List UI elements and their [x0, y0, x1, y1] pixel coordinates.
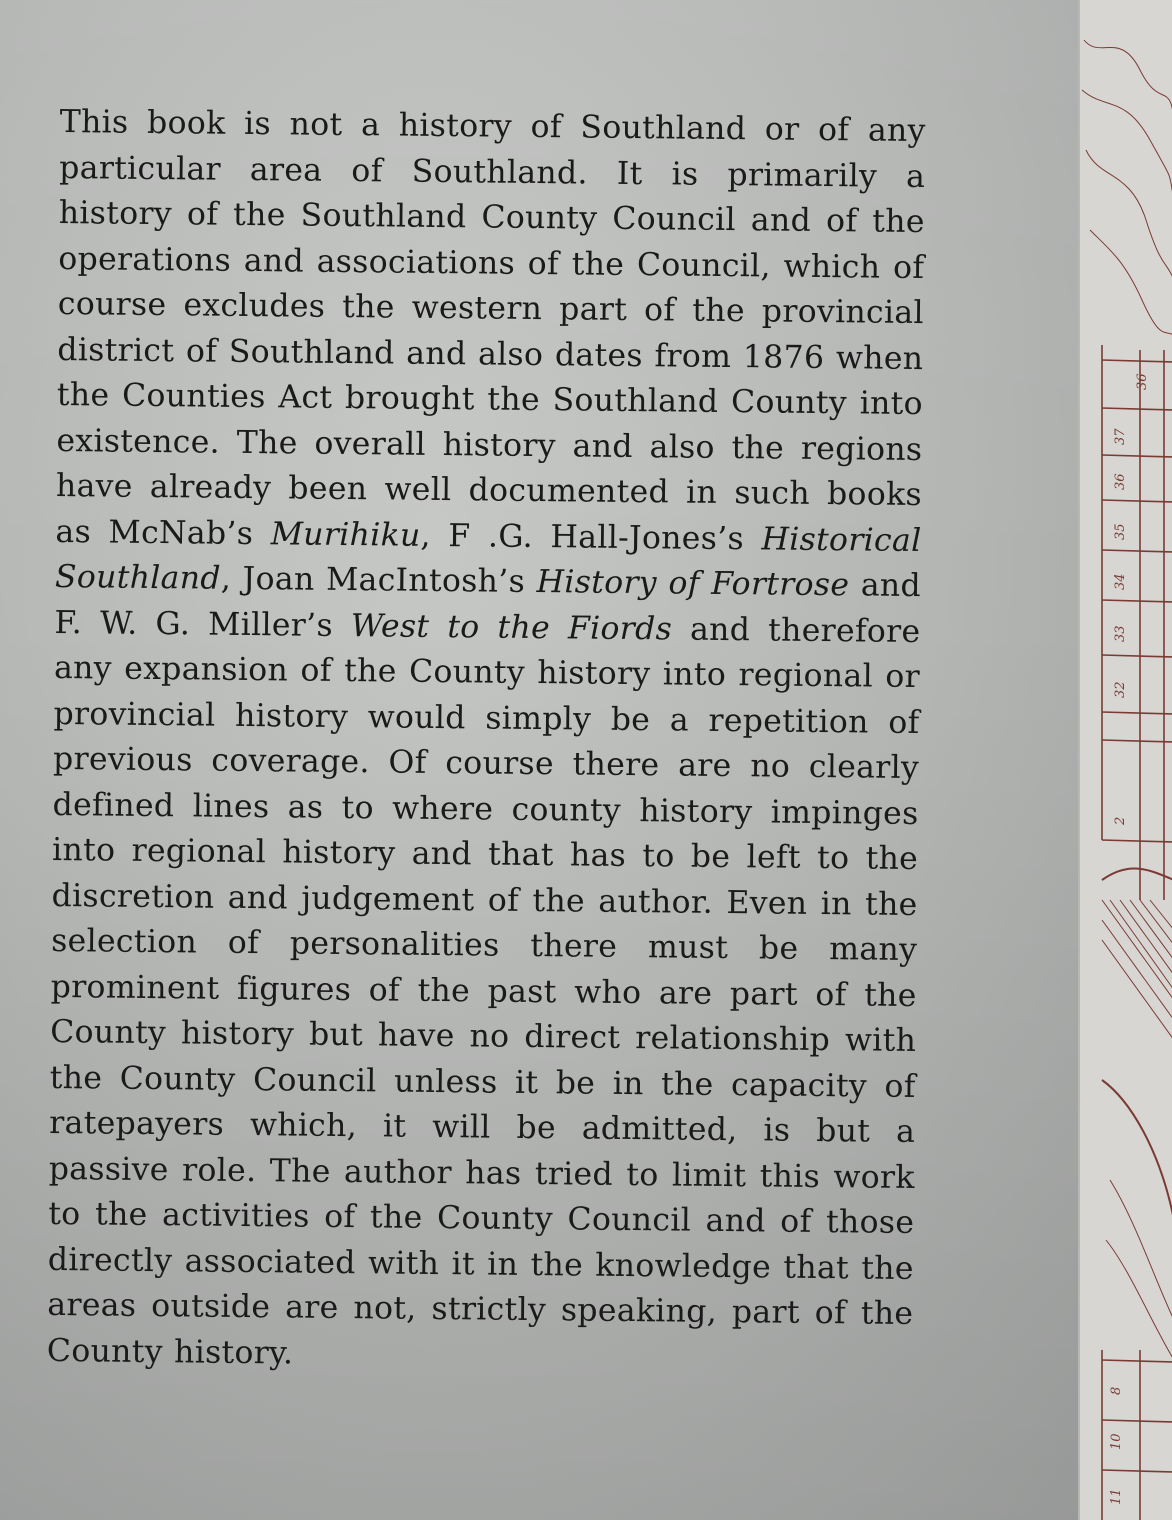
map-label-36a: 36 [1135, 373, 1150, 390]
map-label-11: 11 [1109, 1488, 1124, 1505]
blurb-text-5: and therefore any expansion of the County history into regional or provincial history would simply be a repetition of previous coverage. Of course there are no clearly defined lines as to where county history impinges into regional history and that has to be left to the discretion and judgement of the author. Even in the selection of personalities there must be many prominent figures of the past who are part of the County history but have no direct relationship with the County Council unless it be in the capacity of ratepayers which, it will be admitted, is but a passive role. The author has tried to limit this work to the activities of the County Council and of those directly associated with it in the knowledge that the areas outside are not, strictly speaking, part of the County history. [46, 610, 921, 1372]
title-historical-southland: Historical Southland [54, 520, 922, 597]
title-history-of-fortrose: History of Fortrose [536, 564, 850, 604]
map-label-10: 10 [1109, 1433, 1124, 1450]
map-label-2: 2 [1113, 816, 1128, 825]
map-label-37: 37 [1113, 428, 1128, 445]
blurb-text-3: , Joan MacIntosh’s [220, 560, 537, 601]
map-illustration-strip [1078, 0, 1172, 1520]
map-label-36b: 36 [1113, 473, 1128, 490]
blurb-text-2: , F .G. Hall-Jones’s [420, 517, 762, 557]
map-label-8: 8 [1109, 1386, 1124, 1395]
map-section-lines [1082, 40, 1172, 1520]
title-west-to-the-fiords: West to the Fiords [350, 607, 673, 647]
map-label-32: 32 [1113, 681, 1128, 698]
survey-map-graphic [1080, 0, 1172, 1520]
map-label-33: 33 [1113, 625, 1128, 642]
title-murihiku: Murihiku [270, 515, 421, 554]
blurb-paragraph [47, 100, 926, 1383]
map-label-34: 34 [1113, 573, 1128, 590]
blurb-text-4: and F. W. G. Miller’s [54, 567, 922, 644]
map-label-35: 35 [1113, 523, 1128, 540]
blurb-text-1: This book is not a history of Southland or of any particular area of Southland. It is primarily a history of the Southland County Council and of the operations and associations of the Council, which of course excludes the western part of the provincial district of Southland and also dates from 1876 when the Counties Act brought the Southland County into existence. The overall history and also the regions have already been well documented in such books as McNab’s [55, 103, 926, 552]
